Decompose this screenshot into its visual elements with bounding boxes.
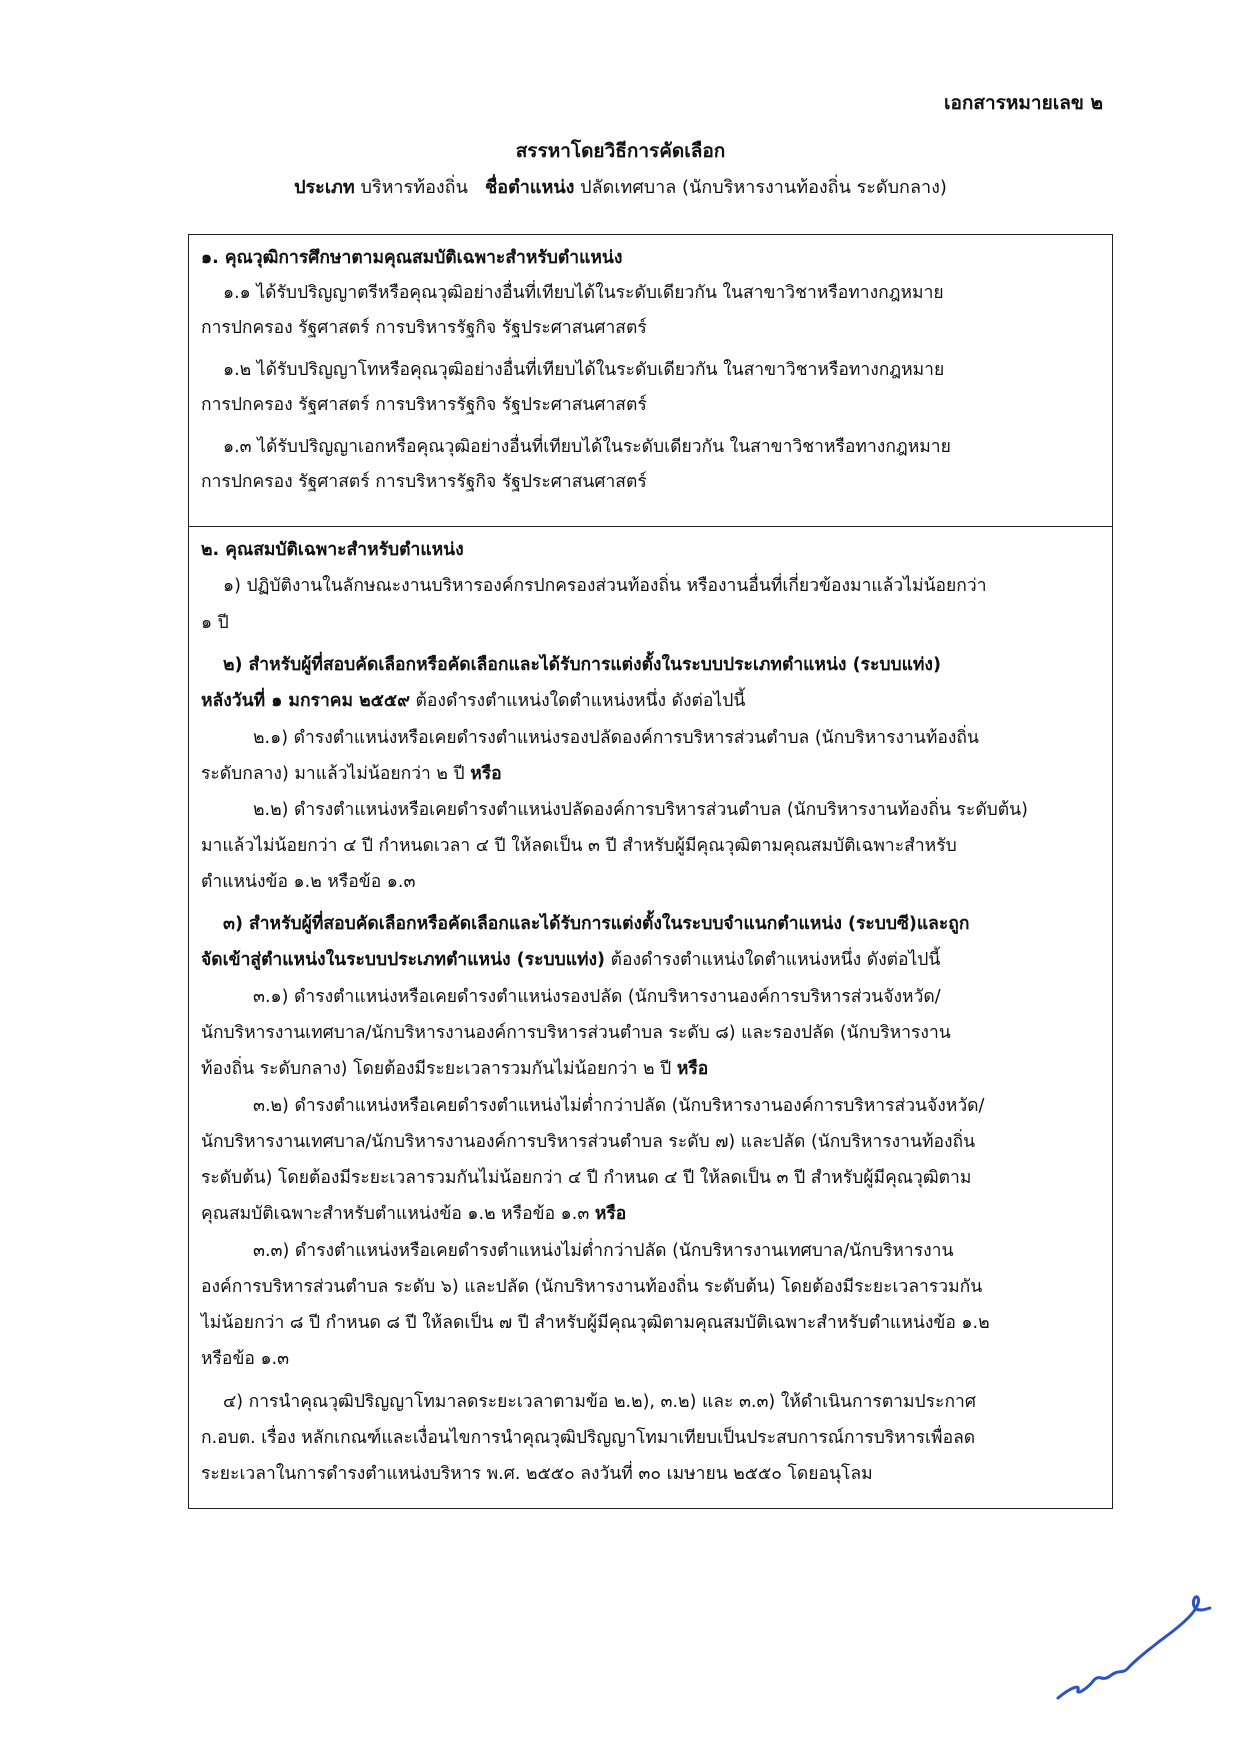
section-2-line: ๓.๓) ดำรงตำแหน่งหรือเคยดำรงตำแหน่งไม่ต่ำกว่าปลัด (นักบริหารงานเทศบาล/นักบริหารงาน xyxy=(253,1241,954,1261)
position-label: ชื่อตำแหน่ง xyxy=(485,177,575,198)
section-2-line: นักบริหารงานเทศบาล/นักบริหารงานองค์การบริหารส่วนตำบล ระดับ ๘) และรองปลัด (นักบริหารงาน xyxy=(201,1023,951,1043)
section-2-line: ๓.๒) ดำรงตำแหน่งหรือเคยดำรงตำแหน่งไม่ต่ำกว่าปลัด (นักบริหารงานองค์การบริหารส่วนจังหวัด/ xyxy=(253,1096,985,1116)
requirement-clause: ต้องดำรงตำแหน่งใดตำแหน่งหนึ่ง ดังต่อไปนี้ xyxy=(610,950,941,970)
section-1-line: การปกครอง รัฐศาสตร์ การบริหารรัฐกิจ รัฐประศาสนศาสตร์ xyxy=(201,395,647,415)
position-value: ปลัดเทศบาล (นักบริหารงานท้องถิ่น ระดับกลาง) xyxy=(580,177,947,198)
section-2-line xyxy=(189,757,1112,792)
section-2-line: ๒) สำหรับผู้ที่สอบคัดเลือกหรือคัดเลือกและได้รับการแต่งตั้งในระบบประเภทตำแหน่ง (ระบบแท่ง) xyxy=(223,655,941,675)
section-2-box xyxy=(188,526,1113,1509)
section-2-line: ๒.๒) ดำรงตำแหน่งหรือเคยดำรงตำแหน่งปลัดองค์การบริหารส่วนตำบล (นักบริหารงานท้องถิ่น ระดับต้น) xyxy=(253,800,1028,820)
requirement-clause: ต้องดำรงตำแหน่งใดตำแหน่งหนึ่ง ดังต่อไปนี้ xyxy=(415,691,746,711)
duration-clause: ท้องถิ่น ระดับกลาง) โดยต้องมีระยะเวลารวมกันไม่น้อยกว่า ๒ ปี xyxy=(201,1059,672,1079)
section-1-line: การปกครอง รัฐศาสตร์ การบริหารรัฐกิจ รัฐประศาสนศาสตร์ xyxy=(201,472,647,492)
system-clause: จัดเข้าสู่ตำแหน่งในระบบประเภทตำแหน่ง (ระบบแท่ง) xyxy=(201,950,606,970)
date-clause: หลังวันที่ ๑ มกราคม ๒๕๕๙ xyxy=(201,691,410,711)
document-number: เอกสารหมายเลข ๒ xyxy=(944,92,1103,114)
section-2-line: หรือข้อ ๑.๓ xyxy=(201,1349,290,1369)
reference-clause: คุณสมบัติเฉพาะสำหรับตำแหน่งข้อ ๑.๒ หรือข้อ ๑.๓ xyxy=(201,1204,590,1224)
section-2-line: ๔) การนำคุณวุฒิปริญญาโทมาลดระยะเวลาตามข้อ ๒.๒), ๓.๒) และ ๓.๓) ให้ดำเนินการตามประกาศ xyxy=(223,1392,976,1412)
section-2-line xyxy=(189,943,1112,978)
section-1-line: ๑.๑ ได้รับปริญญาตรีหรือคุณวุฒิอย่างอื่นที่เทียบได้ในระดับเดียวกัน ในสาขาวิชาหรือทางกฎหมาย xyxy=(223,283,944,303)
section-2-line: ไม่น้อยกว่า ๘ ปี กำหนด ๘ ปี ให้ลดเป็น ๗ ปี สำหรับผู้มีคุณวุฒิตามคุณสมบัติเฉพาะสำหรับตำแหน่งข้อ ๑.๒ xyxy=(201,1313,990,1333)
or-word: หรือ xyxy=(676,1059,709,1079)
type-label: ประเภท xyxy=(294,177,355,198)
section-2-line: นักบริหารงานเทศบาล/นักบริหารงานองค์การบริหารส่วนตำบล ระดับ ๗) และปลัด (นักบริหารงานท้องถิ่น xyxy=(201,1132,976,1152)
section-2-heading: ๒. คุณสมบัติเฉพาะสำหรับตำแหน่ง xyxy=(201,540,464,560)
section-1-line: ๑.๒ ได้รับปริญญาโทหรือคุณวุฒิอย่างอื่นที่เทียบได้ในระดับเดียวกัน ในสาขาวิชาหรือทางกฎหมาย xyxy=(223,360,945,380)
section-2-line: ๓.๑) ดำรงตำแหน่งหรือเคยดำรงตำแหน่งรองปลัด (นักบริหารงานองค์การบริหารส่วนจังหวัด/ xyxy=(253,987,941,1007)
page-subtitle xyxy=(0,172,1241,201)
section-2-line: ตำแหน่งข้อ ๑.๒ หรือข้อ ๑.๓ xyxy=(201,872,416,892)
section-2-line: มาแล้วไม่น้อยกว่า ๔ ปี กำหนดเวลา ๔ ปี ให้ลดเป็น ๓ ปี สำหรับผู้มีคุณวุฒิตามคุณสมบัติเฉพาะสำหรับ xyxy=(201,836,957,856)
or-word: หรือ xyxy=(470,764,502,784)
section-2-line: ระดับต้น) โดยต้องมีระยะเวลารวมกันไม่น้อยกว่า ๔ ปี กำหนด ๔ ปี ให้ลดเป็น ๓ ปี สำหรับผู้มีคุณวุฒิตาม xyxy=(201,1168,972,1188)
section-2-line xyxy=(189,684,1112,719)
page-title: สรรหาโดยวิธีการคัดเลือก xyxy=(515,140,726,162)
section-1-box xyxy=(188,234,1113,526)
section-2-line: ระยะเวลาในการดำรงตำแหน่งบริหาร พ.ศ. ๒๕๕๐ ลงวันที่ ๓๐ เมษายน ๒๕๕๐ โดยอนุโลม xyxy=(201,1464,873,1484)
section-2-line: ๓) สำหรับผู้ที่สอบคัดเลือกหรือคัดเลือกและได้รับการแต่งตั้งในระบบจำแนกตำแหน่ง (ระบบซี)และถูก xyxy=(223,914,970,934)
section-2-line xyxy=(189,1197,1112,1232)
duration-clause: ระดับกลาง) มาแล้วไม่น้อยกว่า ๒ ปี xyxy=(201,764,465,784)
or-word: หรือ xyxy=(594,1204,627,1224)
section-2-line: ๑ ปี xyxy=(201,613,229,633)
section-2-line xyxy=(189,1052,1112,1087)
section-1-heading: ๑. คุณวุฒิการศึกษาตามคุณสมบัติเฉพาะสำหรับตำแหน่ง xyxy=(201,248,623,268)
signature-mark xyxy=(1050,1580,1220,1710)
section-2-line: ๑) ปฏิบัติงานในลักษณะงานบริหารองค์กรปกครองส่วนท้องถิ่น หรืองานอื่นที่เกี่ยวข้องมาแล้วไม่น้อยกว่า xyxy=(223,576,987,596)
section-1-line: การปกครอง รัฐศาสตร์ การบริหารรัฐกิจ รัฐประศาสนศาสตร์ xyxy=(201,318,647,338)
section-2-line: องค์การบริหารส่วนตำบล ระดับ ๖) และปลัด (นักบริหารงานท้องถิ่น ระดับต้น) โดยต้องมีระยะเวลารวมกัน xyxy=(201,1277,983,1297)
section-1-line: ๑.๓ ได้รับปริญญาเอกหรือคุณวุฒิอย่างอื่นที่เทียบได้ในระดับเดียวกัน ในสาขาวิชาหรือทางกฎหมาย xyxy=(223,437,951,457)
section-2-line: ก.อบต. เรื่อง หลักเกณฑ์และเงื่อนไขการนำคุณวุฒิปริญญาโทมาเทียบเป็นประสบการณ์การบริหารเพื่อลด xyxy=(201,1428,976,1448)
type-value: บริหารท้องถิ่น xyxy=(360,177,468,198)
section-2-line: ๒.๑) ดำรงตำแหน่งหรือเคยดำรงตำแหน่งรองปลัดองค์การบริหารส่วนตำบล (นักบริหารงานท้องถิ่น xyxy=(253,728,979,748)
